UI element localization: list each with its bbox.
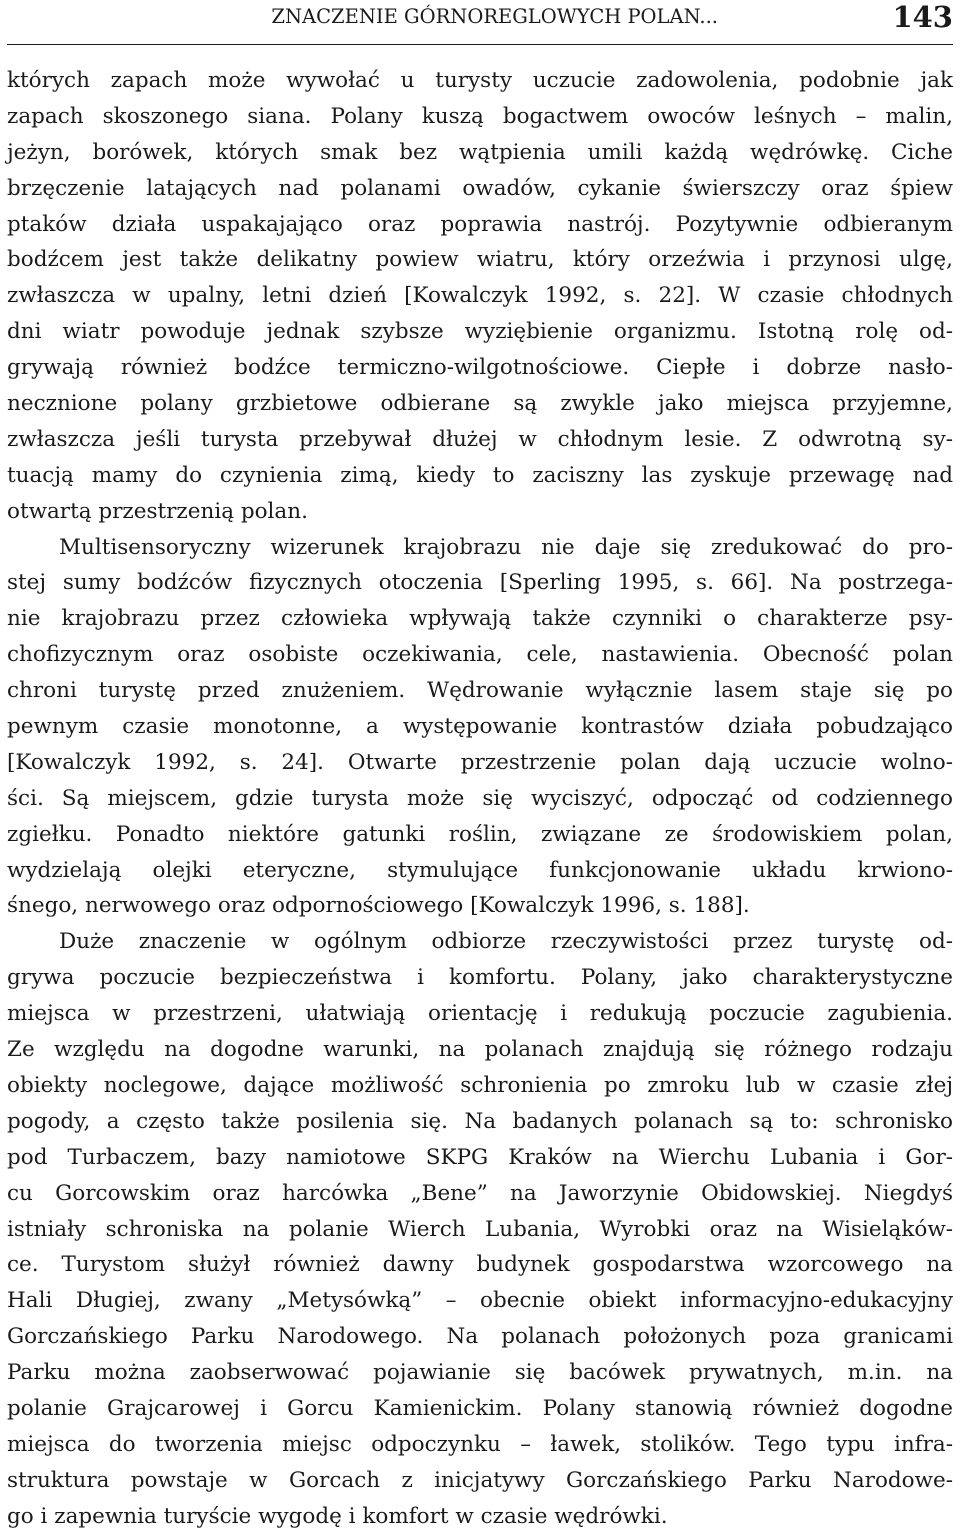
page-number: 143 — [892, 0, 953, 34]
text-line: brzęczenie latających nad polanami owadów, cykanie świerszczy oraz śpiew — [7, 175, 953, 201]
text-line: [Kowalczyk 1992, s. 24]. Otwarte przestrzenie polan dają uczucie wolno- — [7, 749, 953, 775]
text-line: polanie Grajcarowej i Gorcu Kamienickim. Polany stanowią również dogodne — [7, 1395, 953, 1421]
text-line: miejsca do tworzenia miejsc odpoczynku – ławek, stolików. Tego typu infra- — [7, 1431, 953, 1457]
text-line: Hali Długiej, zwany „Metysówką” – obecnie obiekt informacyjno-edukacyjny — [7, 1288, 953, 1314]
text-line: chroni turystę przed znużeniem. Wędrowanie wyłącznie lasem staje się po — [7, 678, 953, 704]
text-line: Duże znaczenie w ogólnym odbiorze rzeczywistości przez turystę od- — [59, 929, 953, 955]
text-line: obiekty noclegowe, dające możliwość schronienia po zmroku lub w czasie złej — [7, 1072, 953, 1098]
text-line: Gorczańskiego Parku Narodowego. Na polanach położonych poza granicami — [7, 1324, 953, 1350]
text-line: zwłaszcza w upalny, letni dzień [Kowalczyk 1992, s. 22]. W czasie chłodnych — [7, 283, 953, 309]
text-line: stej sumy bodźców fizycznych otoczenia [Sperling 1995, s. 66]. Na postrzega- — [7, 570, 953, 596]
text-line: zwłaszcza jeśli turysta przebywał dłużej w chłodnym lesie. Z odwrotną sy- — [7, 426, 953, 452]
text-line: jeżyn, borówek, których smak bez wątpienia umili każdą wędrówkę. Ciche — [7, 139, 953, 165]
text-line: pogody, a często także posilenia się. Na badanych polanach są to: schronisko — [7, 1108, 953, 1134]
text-line: ptaków działa uspakajająco oraz poprawia nastrój. Pozytywnie odbieranym — [7, 211, 953, 237]
text-line: otwartą przestrzenią polan. — [7, 498, 308, 524]
text-line: cu Gorcowskim oraz harcówka „Bene” na Jaworzynie Obidowskiej. Niegdyś — [7, 1180, 953, 1206]
text-line: miejsca w przestrzeni, ułatwiają orientację i redukują poczucie zagubienia. — [7, 1001, 953, 1027]
text-line: chofizycznym oraz osobiste oczekiwania, cele, nastawienia. Obecność polan — [7, 642, 953, 668]
text-line: śnego, nerwowego oraz odpornościowego [Kowalczyk 1996, s. 188]. — [7, 893, 750, 919]
text-line: Multisensoryczny wizerunek krajobrazu nie daje się zredukować do pro- — [59, 534, 953, 560]
text-line: nie krajobrazu przez człowieka wpływają także czynniki o charakterze psy- — [7, 606, 953, 632]
text-line: istniały schroniska na polanie Wierch Lubania, Wyrobki oraz na Wisieląków- — [7, 1216, 953, 1242]
text-line: wydzielają olejki eteryczne, stymulujące funkcjonowanie układu krwiono- — [7, 857, 953, 883]
text-line: bodźcem jest także delikatny powiew wiatru, który orzeźwia i przynosi ulgę, — [7, 247, 953, 273]
running-title: ZNACZENIE GÓRNOREGLOWYCH POLAN... — [271, 5, 718, 28]
body-text — [7, 63, 953, 1535]
text-line: ści. Są miejscem, gdzie turysta może się wyciszyć, odpocząć od codziennego — [7, 785, 953, 811]
text-line: zapach skoszonego siana. Polany kuszą bogactwem owoców leśnych – malin, — [7, 103, 953, 129]
text-line: dni wiatr powoduje jednak szybsze wyziębienie organizmu. Istotną rolę od- — [7, 319, 953, 345]
text-line: necznione polany grzbietowe odbierane są zwykle jako miejsca przyjemne, — [7, 391, 953, 417]
text-line: struktura powstaje w Gorcach z inicjatywy Gorczańskiego Parku Narodowe- — [7, 1467, 953, 1493]
text-line: pewnym czasie monotonne, a występowanie kontrastów działa pobudzająco — [7, 714, 953, 740]
text-line: pod Turbaczem, bazy namiotowe SKPG Kraków na Wierchu Lubania i Gor- — [7, 1144, 953, 1170]
text-line: grywają również bodźce termiczno-wilgotnościowe. Ciepłe i dobrze nasło- — [7, 355, 953, 381]
page-header — [7, 0, 953, 45]
text-line: go i zapewnia turyście wygodę i komfort w czasie wędrówki. — [7, 1503, 668, 1529]
text-line: ce. Turystom służył również dawny budynek gospodarstwa wzorcowego na — [7, 1252, 953, 1278]
text-line: których zapach może wywołać u turysty uczucie zadowolenia, podobnie jak — [7, 68, 953, 93]
text-line: Parku można zaobserwować pojawianie się bacówek prywatnych, m.in. na — [7, 1360, 953, 1386]
text-line: tuacją mamy do czynienia zimą, kiedy to zaciszny las zyskuje przewagę nad — [7, 462, 953, 488]
text-line: Ze względu na dogodne warunki, na polanach znajdują się różnego rodzaju — [7, 1037, 953, 1063]
text-line: grywa poczucie bezpieczeństwa i komfortu. Polany, jako charakterystyczne — [7, 965, 953, 991]
text-line: zgiełku. Ponadto niektóre gatunki roślin, związane ze środowiskiem polan, — [7, 821, 953, 847]
